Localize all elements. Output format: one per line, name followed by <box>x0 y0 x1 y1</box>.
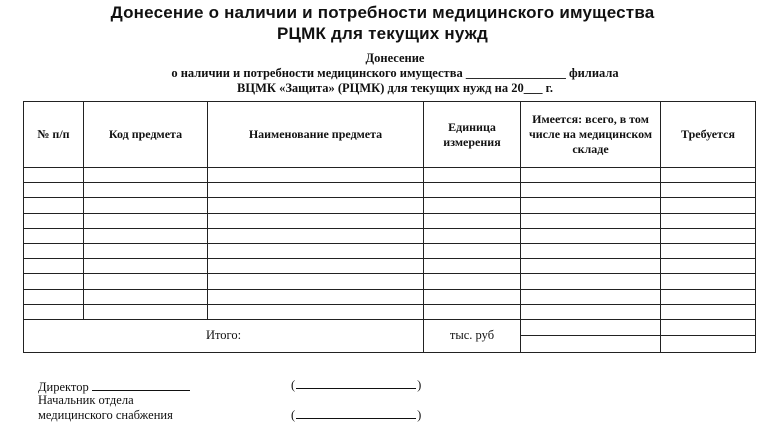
table-cell[interactable] <box>208 259 424 274</box>
table-cell[interactable] <box>424 304 521 319</box>
table-cell[interactable] <box>521 289 661 304</box>
document-title-line2: РЦМК для текущих нужд <box>277 24 488 43</box>
form-subtitle-suffix: филиала <box>568 66 619 80</box>
form-subtitle-prefix: о наличии и потребности медицинского имущества <box>171 66 463 80</box>
table-cell[interactable] <box>24 198 84 213</box>
table-cell[interactable] <box>208 243 424 258</box>
table-cell[interactable] <box>661 168 756 183</box>
close-paren: ) <box>417 378 422 392</box>
table-row <box>24 243 756 258</box>
director-name-field[interactable] <box>291 376 421 393</box>
table-cell[interactable] <box>24 304 84 319</box>
department-head-label-line2: медицинского снабжения <box>38 408 173 422</box>
table-cell[interactable] <box>208 183 424 198</box>
table-cell[interactable] <box>521 168 661 183</box>
table-cell[interactable] <box>84 274 208 289</box>
form-period-line: ВЦМК «Защита» (РЦМК) для текущих нужд на 20___ г. <box>237 81 553 95</box>
table-cell[interactable] <box>521 198 661 213</box>
table-cell[interactable] <box>661 259 756 274</box>
table-row <box>24 259 756 274</box>
table-cell[interactable] <box>424 274 521 289</box>
report-table <box>23 101 756 353</box>
open-paren: ( <box>291 378 296 392</box>
table-cell[interactable] <box>84 183 208 198</box>
table-cell[interactable] <box>521 274 661 289</box>
table-cell[interactable] <box>24 243 84 258</box>
table-row <box>24 213 756 228</box>
table-cell[interactable] <box>208 274 424 289</box>
department-head-name-blank[interactable] <box>296 406 416 419</box>
table-cell[interactable] <box>24 183 84 198</box>
table-row <box>24 304 756 319</box>
table-cell[interactable] <box>521 259 661 274</box>
table-row <box>24 228 756 243</box>
table-cell[interactable] <box>424 228 521 243</box>
table-cell[interactable] <box>661 213 756 228</box>
table-row <box>24 198 756 213</box>
table-cell[interactable] <box>24 259 84 274</box>
close-paren: ) <box>417 408 422 422</box>
open-paren: ( <box>291 408 296 422</box>
table-cell[interactable] <box>521 243 661 258</box>
table-cell[interactable] <box>84 198 208 213</box>
col-header-available: Имеется: всего, в том числе на медицинском складе <box>521 102 661 168</box>
table-row <box>24 183 756 198</box>
col-header-number: № п/п <box>24 102 84 168</box>
table-cell[interactable] <box>84 213 208 228</box>
table-cell[interactable] <box>84 168 208 183</box>
form-subtitle <box>0 66 765 81</box>
table-cell[interactable] <box>521 213 661 228</box>
table-body <box>24 168 756 320</box>
table-cell[interactable] <box>521 304 661 319</box>
document-title-line1: Донесение о наличии и потребности медицинского имущества <box>110 3 655 22</box>
table-row <box>24 289 756 304</box>
table-cell[interactable] <box>661 289 756 304</box>
table-cell[interactable] <box>521 183 661 198</box>
total-available-cell-2[interactable] <box>521 336 661 353</box>
table-cell[interactable] <box>661 243 756 258</box>
table-cell[interactable] <box>208 168 424 183</box>
table-cell[interactable] <box>661 183 756 198</box>
table-cell[interactable] <box>24 168 84 183</box>
table-row <box>24 274 756 289</box>
table-cell[interactable] <box>521 228 661 243</box>
form-title: Донесение <box>365 51 425 65</box>
total-required-cell-2[interactable] <box>661 336 756 353</box>
table-cell[interactable] <box>84 243 208 258</box>
table-cell[interactable] <box>24 228 84 243</box>
table-cell[interactable] <box>208 228 424 243</box>
table-row <box>24 168 756 183</box>
table-cell[interactable] <box>424 213 521 228</box>
total-unit: тыс. руб <box>424 319 521 352</box>
table-cell[interactable] <box>84 259 208 274</box>
total-available-cell[interactable] <box>521 319 661 336</box>
table-cell[interactable] <box>424 198 521 213</box>
director-name-blank[interactable] <box>296 376 416 389</box>
col-header-code: Код предмета <box>84 102 208 168</box>
table-cell[interactable] <box>424 289 521 304</box>
table-header-row <box>24 102 756 168</box>
table-cell[interactable] <box>661 228 756 243</box>
table-cell[interactable] <box>84 289 208 304</box>
table-cell[interactable] <box>424 259 521 274</box>
table-cell[interactable] <box>24 213 84 228</box>
table-cell[interactable] <box>208 289 424 304</box>
table-cell[interactable] <box>661 198 756 213</box>
total-row <box>24 319 756 336</box>
department-head-name-field[interactable] <box>291 406 421 423</box>
branch-name-blank[interactable]: ________________ <box>465 66 566 80</box>
table-cell[interactable] <box>424 243 521 258</box>
table-cell[interactable] <box>424 168 521 183</box>
director-signature-field[interactable] <box>92 378 190 391</box>
total-label: Итого: <box>24 319 424 352</box>
table-cell[interactable] <box>424 183 521 198</box>
total-required-cell[interactable] <box>661 319 756 336</box>
director-label: Директор <box>38 380 89 394</box>
table-cell[interactable] <box>208 198 424 213</box>
table-cell[interactable] <box>208 213 424 228</box>
department-head-label-line1: Начальник отдела <box>38 393 134 407</box>
table-cell[interactable] <box>661 304 756 319</box>
table-cell[interactable] <box>661 274 756 289</box>
table-cell[interactable] <box>208 304 424 319</box>
table-cell[interactable] <box>24 289 84 304</box>
table-cell[interactable] <box>84 228 208 243</box>
table-cell[interactable] <box>24 274 84 289</box>
col-header-required: Требуется <box>661 102 756 168</box>
col-header-unit: Единица измерения <box>424 102 521 168</box>
col-header-name: Наименование предмета <box>208 102 424 168</box>
table-cell[interactable] <box>84 304 208 319</box>
